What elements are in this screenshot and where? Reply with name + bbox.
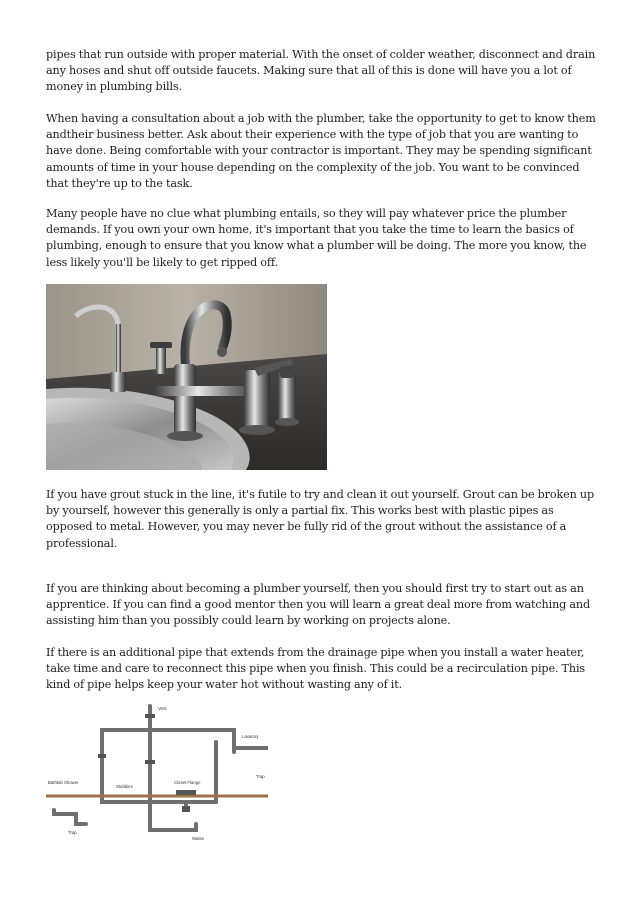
- diagram-label-waste: Waste: [192, 836, 205, 841]
- diagram-label-stubbies: Stubbies: [116, 784, 133, 789]
- paragraph-recirculation-pipe: If there is an additional pipe that extends from the drainage pipe when you install a water heater, take time and care to reconnect this pipe when you finish. This could be a recirculation pipe. This kind of pipe helps keep your water hot without wasting any of it.: [46, 646, 586, 692]
- diagram-label-vent: Vent: [158, 706, 167, 711]
- diagram-label-closet-flange: Closet Flange: [174, 780, 201, 785]
- diagram-label-bathtub-shower: Bathtub Shower: [48, 780, 79, 785]
- paragraph-grout: If you have grout stuck in the line, it's futile to try and clean it out yourself. Grout can be broken up by yourself, however this generally is only a partial fix. This works best with plastic pipes as opposed to metal. However, you may never be fully rid of the grout without the assistance of a professional.: [46, 488, 594, 550]
- diagram-label-trap-left: Trap: [68, 830, 77, 835]
- paragraph-outdoor-pipes: pipes that run outside with proper material. With the onset of colder weather, disconnect and drain any hoses and shut off outside faucets. Making sure that all of this is done will have you a lot of money in plumbing bills.: [46, 48, 596, 94]
- paragraph-apprentice: If you are thinking about becoming a plumber yourself, then you should first try to start out as an apprentice. If you can find a good mentor then you will learn a great deal more from watching and assisting him than you possibly could learn by working on projects alone.: [46, 582, 591, 628]
- faucet-photo: [46, 284, 327, 470]
- diagram-label-trap-right: Trap: [256, 774, 265, 779]
- paragraph-plumber-consultation: When having a consultation about a job with the plumber, take the opportunity to get to know them andtheir business better. Ask about their experience with the type of job that you are wanting to have done. Being comfortable with your contractor is important. They may be spending significant amounts of time in your house depending on the complexity of the job. You want to be convinced that they're up to the task.: [46, 112, 596, 190]
- paragraph-plumbing-basics: Many people have no clue what plumbing entails, so they will pay whatever price the plumber demands. If you own your own home, it's important that you take the time to learn the basics of plumbing, enough to ensure that you know what a plumber will be doing. The more you know, the less likely you'll be likely to get ripped off.: [46, 207, 587, 269]
- plumbing-diagram: [46, 702, 268, 842]
- diagram-label-lavatory: Lavatory: [242, 734, 259, 739]
